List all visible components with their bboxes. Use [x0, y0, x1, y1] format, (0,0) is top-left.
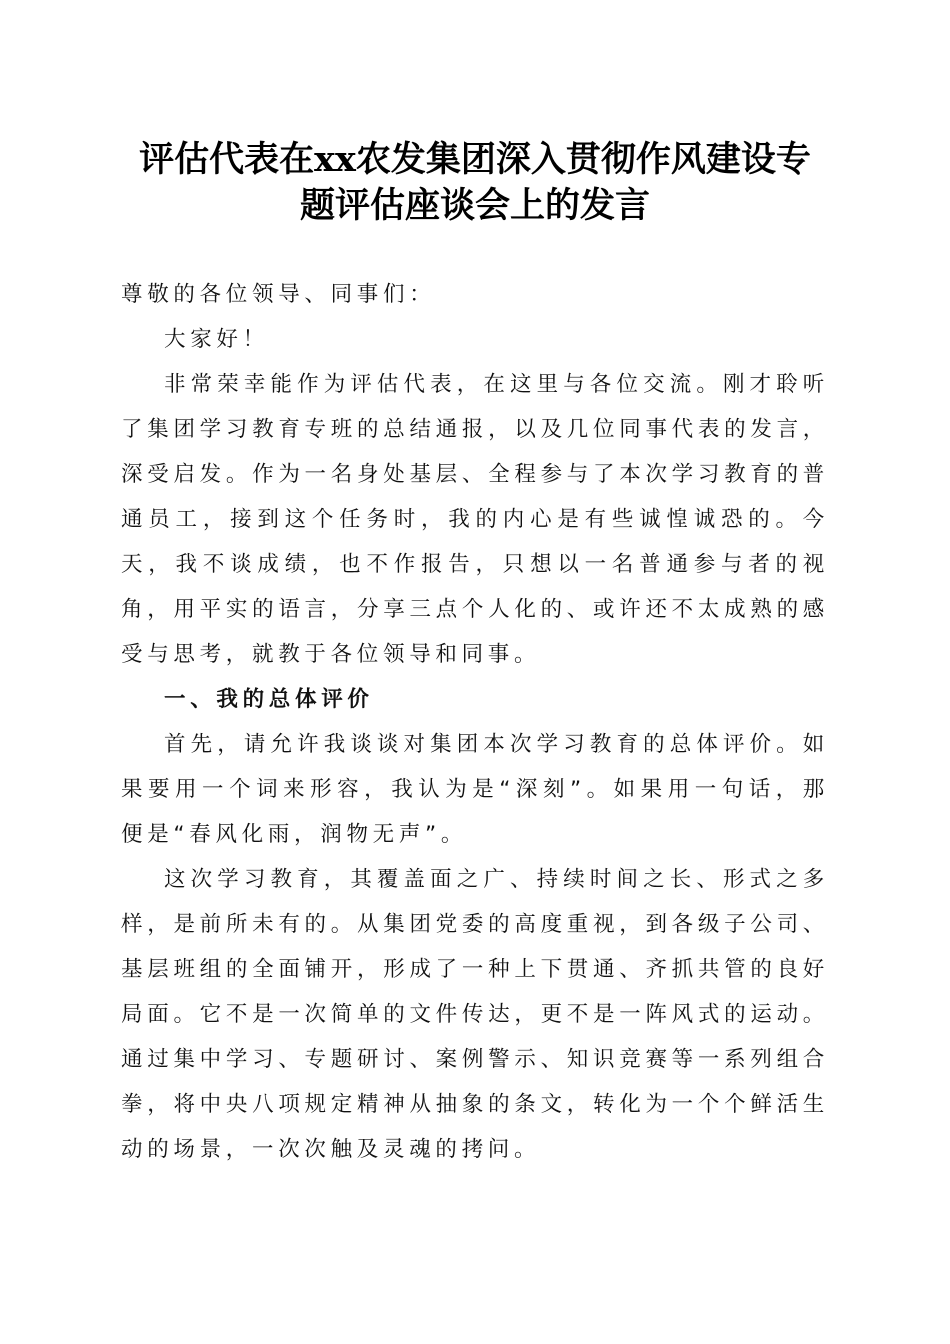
title-line-2: 题评估座谈会上的发言	[299, 185, 650, 226]
title-line-1: 评估代表在xx农发集团深入贯彻作风建设专	[139, 139, 811, 180]
paragraph: 非常荣幸能作为评估代表，在这里与各位交流。刚才聆听了集团学习教育专班的总结通报，以及几位同事代表的发言，深受启发。作为一名身处基层、全程参与了本次学习教育的普通员工，接到这个任务时，我的内心是有些诚惶诚恐的。今天，我不谈成绩，也不作报告，只想以一名普通参与者的视角，用平实的语言，分享三点个人化的、或许还不太成熟的感受与思考，就教于各位领导和同事。	[121, 372, 829, 667]
section-heading: 一、我的总体评价	[164, 687, 374, 712]
salutation: 尊敬的各位领导、同事们：	[121, 282, 436, 307]
paragraph: 这次学习教育，其覆盖面之广、持续时间之长、形式之多样，是前所未有的。从集团党委的高度重视，到各级子公司、基层班组的全面铺开，形成了一种上下贯通、齐抓共管的良好局面。它不是一次简单的文件传达，更不是一阵风式的运动。通过集中学习、专题研讨、案例警示、知识竞赛等一系列组合拳，将中央八项规定精神从抽象的条文，转化为一个个鲜活生动的场景，一次次触及灵魂的拷问。	[121, 867, 829, 1162]
document-title	[100, 137, 850, 229]
paragraph: 首先，请允许我谈谈对集团本次学习教育的总体评价。如果要用一个词来形容，我认为是“深刻”。如果用一句话，那便是“春风化雨，润物无声”。	[121, 732, 829, 847]
greeting: 大家好！	[164, 327, 269, 352]
document-body	[121, 272, 829, 1172]
